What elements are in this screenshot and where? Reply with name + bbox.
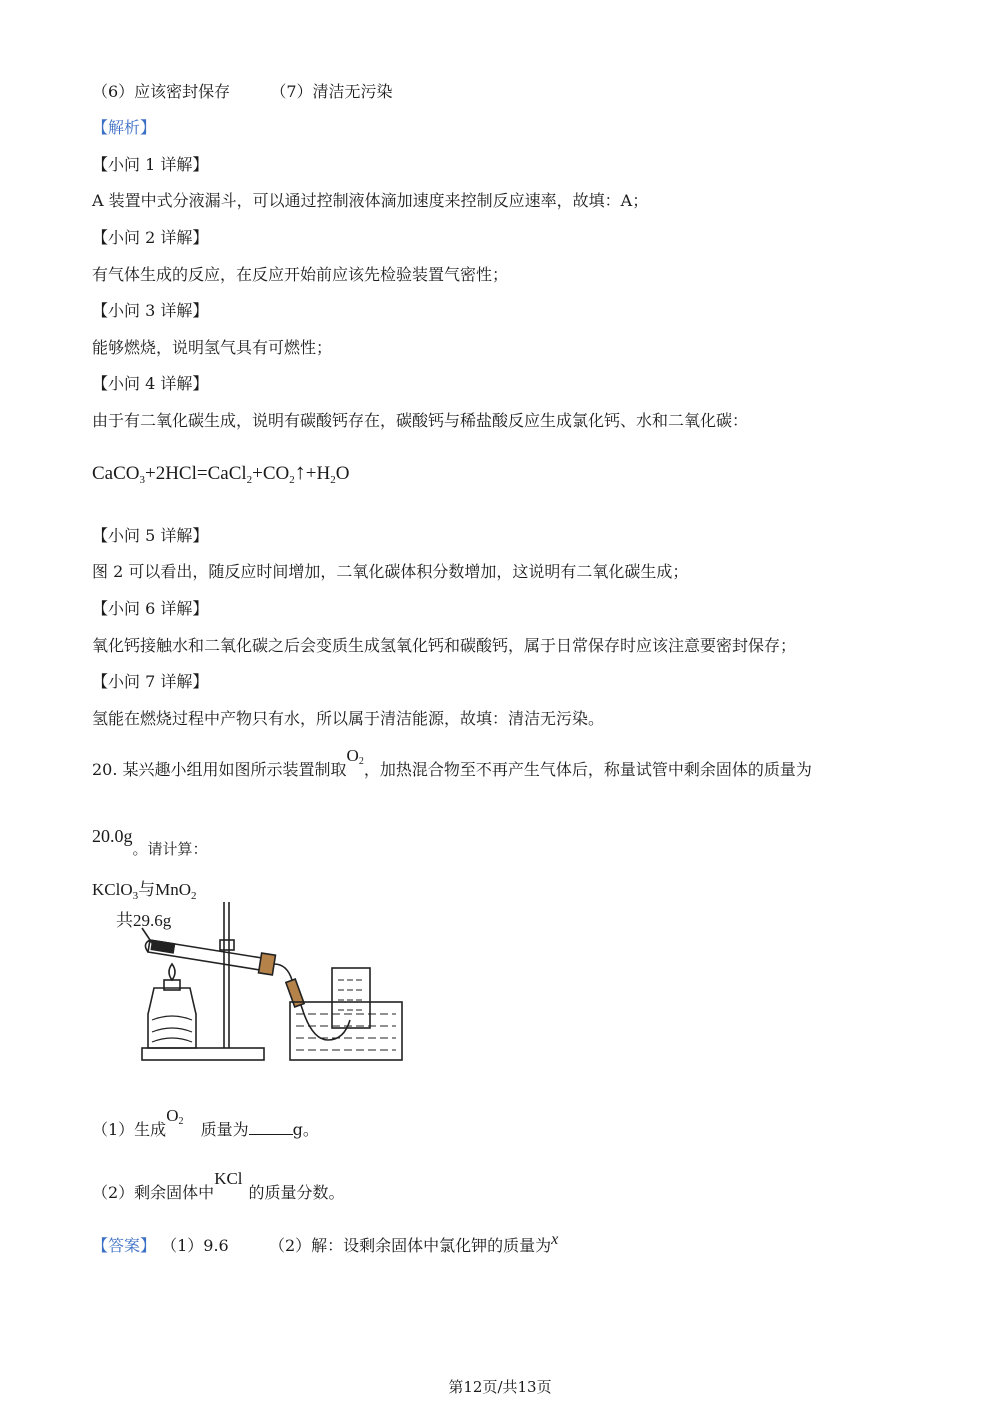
apparatus-drawing — [92, 880, 412, 1070]
sub6-text: 氧化钙接触水和二氧化碳之后会变质生成氢氧化钙和碳酸钙，属于日常保存时应该注意要密封保存； — [92, 636, 797, 655]
eq-part: +2HCl=CaCl — [145, 463, 247, 484]
q1-prefix: （1）生成 — [92, 1120, 167, 1139]
sub1-title: 【小问 1 详解】 — [92, 155, 209, 174]
sub4-text: 由于有二氧化碳生成，说明有碳酸钙存在，碳酸钙与稀盐酸反应生成氯化钙、水和二氧化碳： — [92, 411, 749, 430]
answer-label: 【答案】 — [92, 1236, 157, 1255]
reaction-equation — [92, 459, 350, 490]
question-20 — [92, 746, 812, 786]
collection-bottle — [332, 968, 370, 1028]
answer-part1: （1）9.6 — [161, 1236, 229, 1255]
sub3-title: 【小问 3 详解】 — [92, 301, 209, 320]
reagent-mixture — [151, 940, 174, 952]
eq-part: +CO — [252, 463, 290, 484]
kcl-formula: KCl — [214, 1169, 243, 1188]
sub2-title: 【小问 2 详解】 — [92, 228, 209, 247]
stand-base — [142, 1048, 264, 1060]
water-lines — [296, 1014, 396, 1050]
sub1-text: A 装置中式分液漏斗，可以通过控制液体滴加速度来控制反应速率，故填：A； — [92, 191, 649, 210]
eq-part: O — [335, 463, 350, 484]
o-subscript: 2 — [178, 1116, 184, 1127]
q1-mid: 质量为 — [200, 1120, 249, 1139]
o2-formula-q1 — [166, 1106, 183, 1125]
sub-question-1 — [92, 1106, 319, 1146]
apparatus-figure — [92, 880, 412, 1070]
eq-part: +H — [305, 463, 331, 484]
gas-arrow-icon: ↑ — [294, 459, 306, 484]
answer-part6: （6）应该密封保存 — [92, 82, 231, 101]
q2-suffix: 的质量分数。 — [248, 1183, 345, 1202]
eq-sub: 2 — [246, 474, 253, 486]
eq-sub: 3 — [139, 474, 145, 486]
q1-suffix: g。 — [292, 1120, 319, 1139]
eq-sub: 2 — [289, 474, 295, 486]
prev-answers — [92, 82, 393, 102]
mno2-sub: 2 — [191, 890, 197, 902]
sub6-title: 【小问 6 详解】 — [92, 599, 209, 618]
sub3-text: 能够燃烧，说明氢气具有可燃性； — [92, 338, 333, 357]
sub2-text: 有气体生成的反应，在反应开始前应该先检验装置气密性； — [92, 265, 509, 284]
variable-x: x — [551, 1231, 559, 1248]
figure-label-line2: 共29.6g — [116, 911, 172, 930]
rubber-stopper — [259, 953, 276, 975]
answer-blank[interactable] — [249, 1120, 293, 1135]
o-symbol: O — [346, 746, 359, 765]
o2-formula — [347, 746, 364, 765]
sub7-text: 氢能在燃烧过程中产物只有水，所以属于清洁能源，故填：清洁无污染。 — [92, 709, 605, 728]
q2-prefix: （2）剩余固体中 — [92, 1183, 215, 1202]
residue-mass: 20.0g — [92, 826, 133, 846]
o-symbol: O — [166, 1106, 179, 1125]
water-trough — [290, 1002, 402, 1060]
sub5-text: 图 2 可以看出，随反应时间增加，二氧化碳体积分数增加，这说明有二氧化碳生成； — [92, 562, 689, 581]
analysis-label: 【解析】 — [92, 118, 157, 137]
answer-line — [92, 1231, 559, 1257]
q20-suffix: ，加热混合物至不再产生气体后，称量试管中剩余固体的质量为 — [363, 760, 812, 779]
q20-prefix: 20. 某兴趣小组用如图所示装置制取 — [92, 760, 347, 779]
page-footer: 第12页/共13页 — [448, 1378, 552, 1396]
q20-mass-line — [92, 826, 208, 858]
kclo3-text: KClO — [92, 880, 133, 899]
eq-sub: 2 — [330, 474, 336, 486]
answer-part2: （2）解：设剩余固体中氯化钾的质量为 — [268, 1236, 552, 1255]
o-subscript: 2 — [358, 756, 364, 767]
answer-part7: （7）清洁无污染 — [270, 82, 393, 101]
clamp — [220, 940, 234, 950]
kclo3-sub: 3 — [132, 890, 139, 902]
eq-part: CaCO — [92, 463, 140, 484]
sub7-title: 【小问 7 详解】 — [92, 672, 209, 691]
sub4-title: 【小问 4 详解】 — [92, 374, 209, 393]
calc-prompt: 。请计算： — [132, 840, 208, 858]
alcohol-lamp — [148, 964, 196, 1048]
sub5-title: 【小问 5 详解】 — [92, 526, 209, 545]
sub-question-2 — [92, 1169, 345, 1203]
mno2-text: 与MnO — [138, 880, 192, 899]
